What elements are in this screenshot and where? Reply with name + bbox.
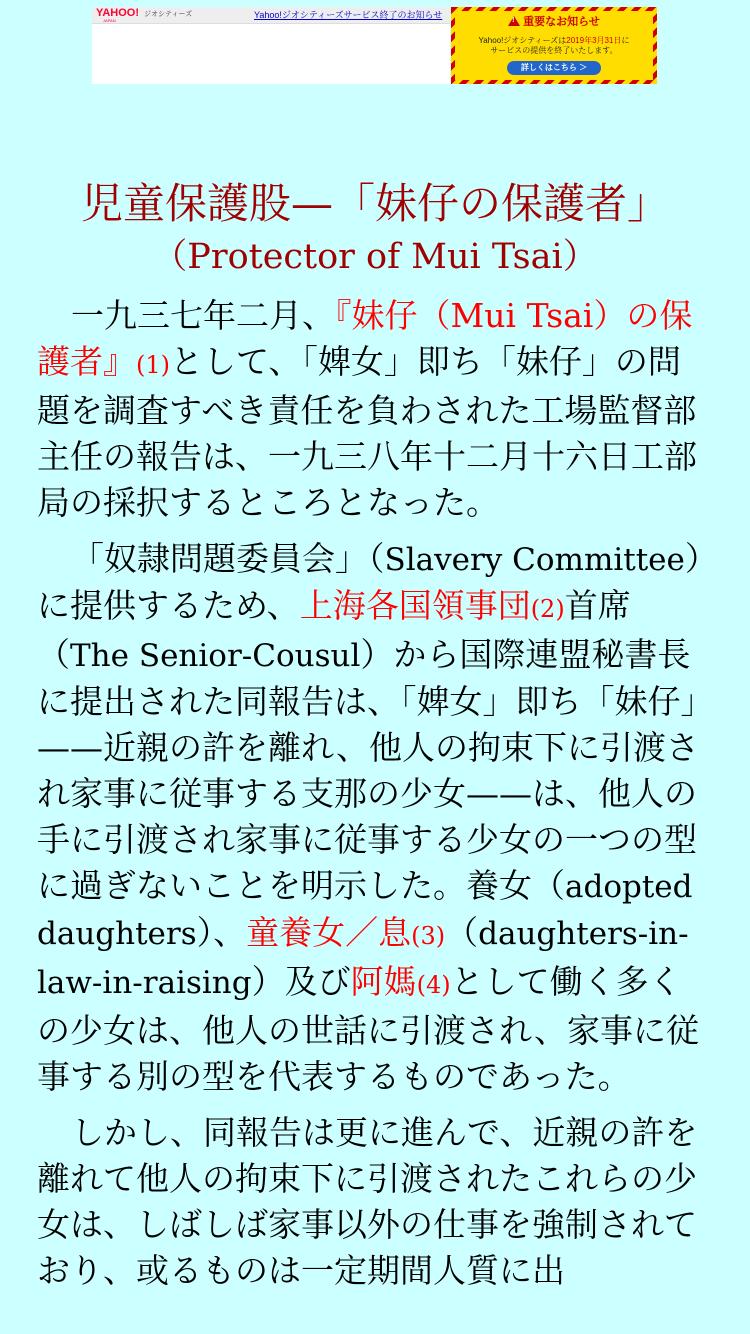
service-end-notice-link[interactable]: Yahoo!ジオシティーズサービス終了のお知らせ — [254, 10, 443, 20]
p3-text-a: しかし、同報告は更に進んで、近親の許を離れて他人の拘束下に引渡されたこれらの少女は、しばしば家事以外の仕事を強制されており、或るものは一定期間人質に出 — [37, 1113, 698, 1290]
important-notice-title-text: 重要なお知らせ — [523, 16, 600, 28]
p2-english-e: adopted daughters — [37, 869, 693, 952]
notice-msg-part-a: Yahoo!ジオシティーズは — [478, 36, 567, 45]
banner-topbar — [92, 7, 450, 24]
page-title: 児童保護股—「妹仔の保護者」 — [80, 179, 669, 228]
footnote-ref-2[interactable]: (2) — [530, 595, 565, 623]
p2-highlight-daughter-in-law-link[interactable]: 童養女／息 — [246, 913, 412, 952]
p2-text-f: ）、 — [196, 913, 247, 952]
important-notice-message — [455, 36, 653, 56]
important-notice-inner — [455, 11, 653, 80]
paragraph-3 — [37, 1110, 713, 1294]
paragraph-2 — [37, 536, 713, 1100]
geocities-banner — [92, 7, 657, 84]
p2-text-a: 「奴隷問題委員会」（ — [71, 539, 385, 578]
p1-text-a: 一九三七年二月、 — [71, 296, 335, 335]
footnote-ref-4[interactable]: (4) — [416, 971, 451, 999]
banner-notice-panel — [92, 7, 450, 84]
important-notice-ad[interactable] — [451, 7, 657, 84]
yahoo-logo-sub: JAPAN — [103, 18, 116, 23]
p2-text-h: （ — [445, 913, 479, 952]
p2-text-e: ）から国際連盟秘書長に提出された同報告は、「婢女」即ち「妹仔」——近親の許を離れ、他人の拘束下に引渡され家事に従事する支那の少女——は、他人の手に引渡され家事に従事する少女の一つの型に過ぎないことを明示した。養女（ — [37, 635, 699, 905]
yahoo-logo[interactable]: YAHOO! — [96, 7, 139, 19]
p2-english-a: Slavery Committee — [384, 542, 685, 578]
article-body — [37, 293, 713, 1304]
notice-msg-line2: サービスの提供を終了いたします。 — [490, 46, 618, 55]
p2-highlight-amah-link[interactable]: 阿媽 — [350, 962, 417, 1001]
p2-english-h: daughters-in-law-in-raising — [37, 916, 689, 1001]
important-notice-title — [455, 16, 653, 29]
p2-text-b: ）に提供するため、 — [37, 539, 702, 625]
p1-highlight-link[interactable]: 『妹仔（Mui Tsai）の保護者』 — [37, 296, 693, 381]
warning-icon — [508, 16, 520, 26]
page-subtitle: （Protector of Mui Tsai） — [152, 237, 598, 277]
notice-msg-date: 2019年3月31日 — [566, 36, 622, 45]
details-button[interactable]: 詳しくはこちら ＞ — [507, 61, 601, 75]
p2-highlight-consular-link[interactable]: 上海各国領事団 — [299, 586, 531, 625]
p2-text-k: として働く多くの少女は、他人の世話に引渡され、家事に従事する別の型を代表するものであった。 — [37, 962, 699, 1096]
footnote-ref-1[interactable]: (1) — [136, 351, 170, 379]
p1-text-c: として、「婢女」即ち「妹仔」の問題を調査すべき責任を負わされた工場監督部主任の報告は、一九三八年十二月十六日工部局の採択するところとなった。 — [37, 342, 697, 522]
notice-msg-part-c: に — [621, 36, 630, 45]
p2-text-i: ）及び — [251, 962, 351, 1001]
p2-text-d: 首席（ — [37, 586, 631, 674]
p2-english-d: The Senior-Cousul — [70, 638, 361, 674]
paragraph-1 — [37, 293, 713, 526]
footnote-ref-3[interactable]: (3) — [411, 922, 446, 950]
service-name: ジオシティーズ — [144, 11, 193, 18]
